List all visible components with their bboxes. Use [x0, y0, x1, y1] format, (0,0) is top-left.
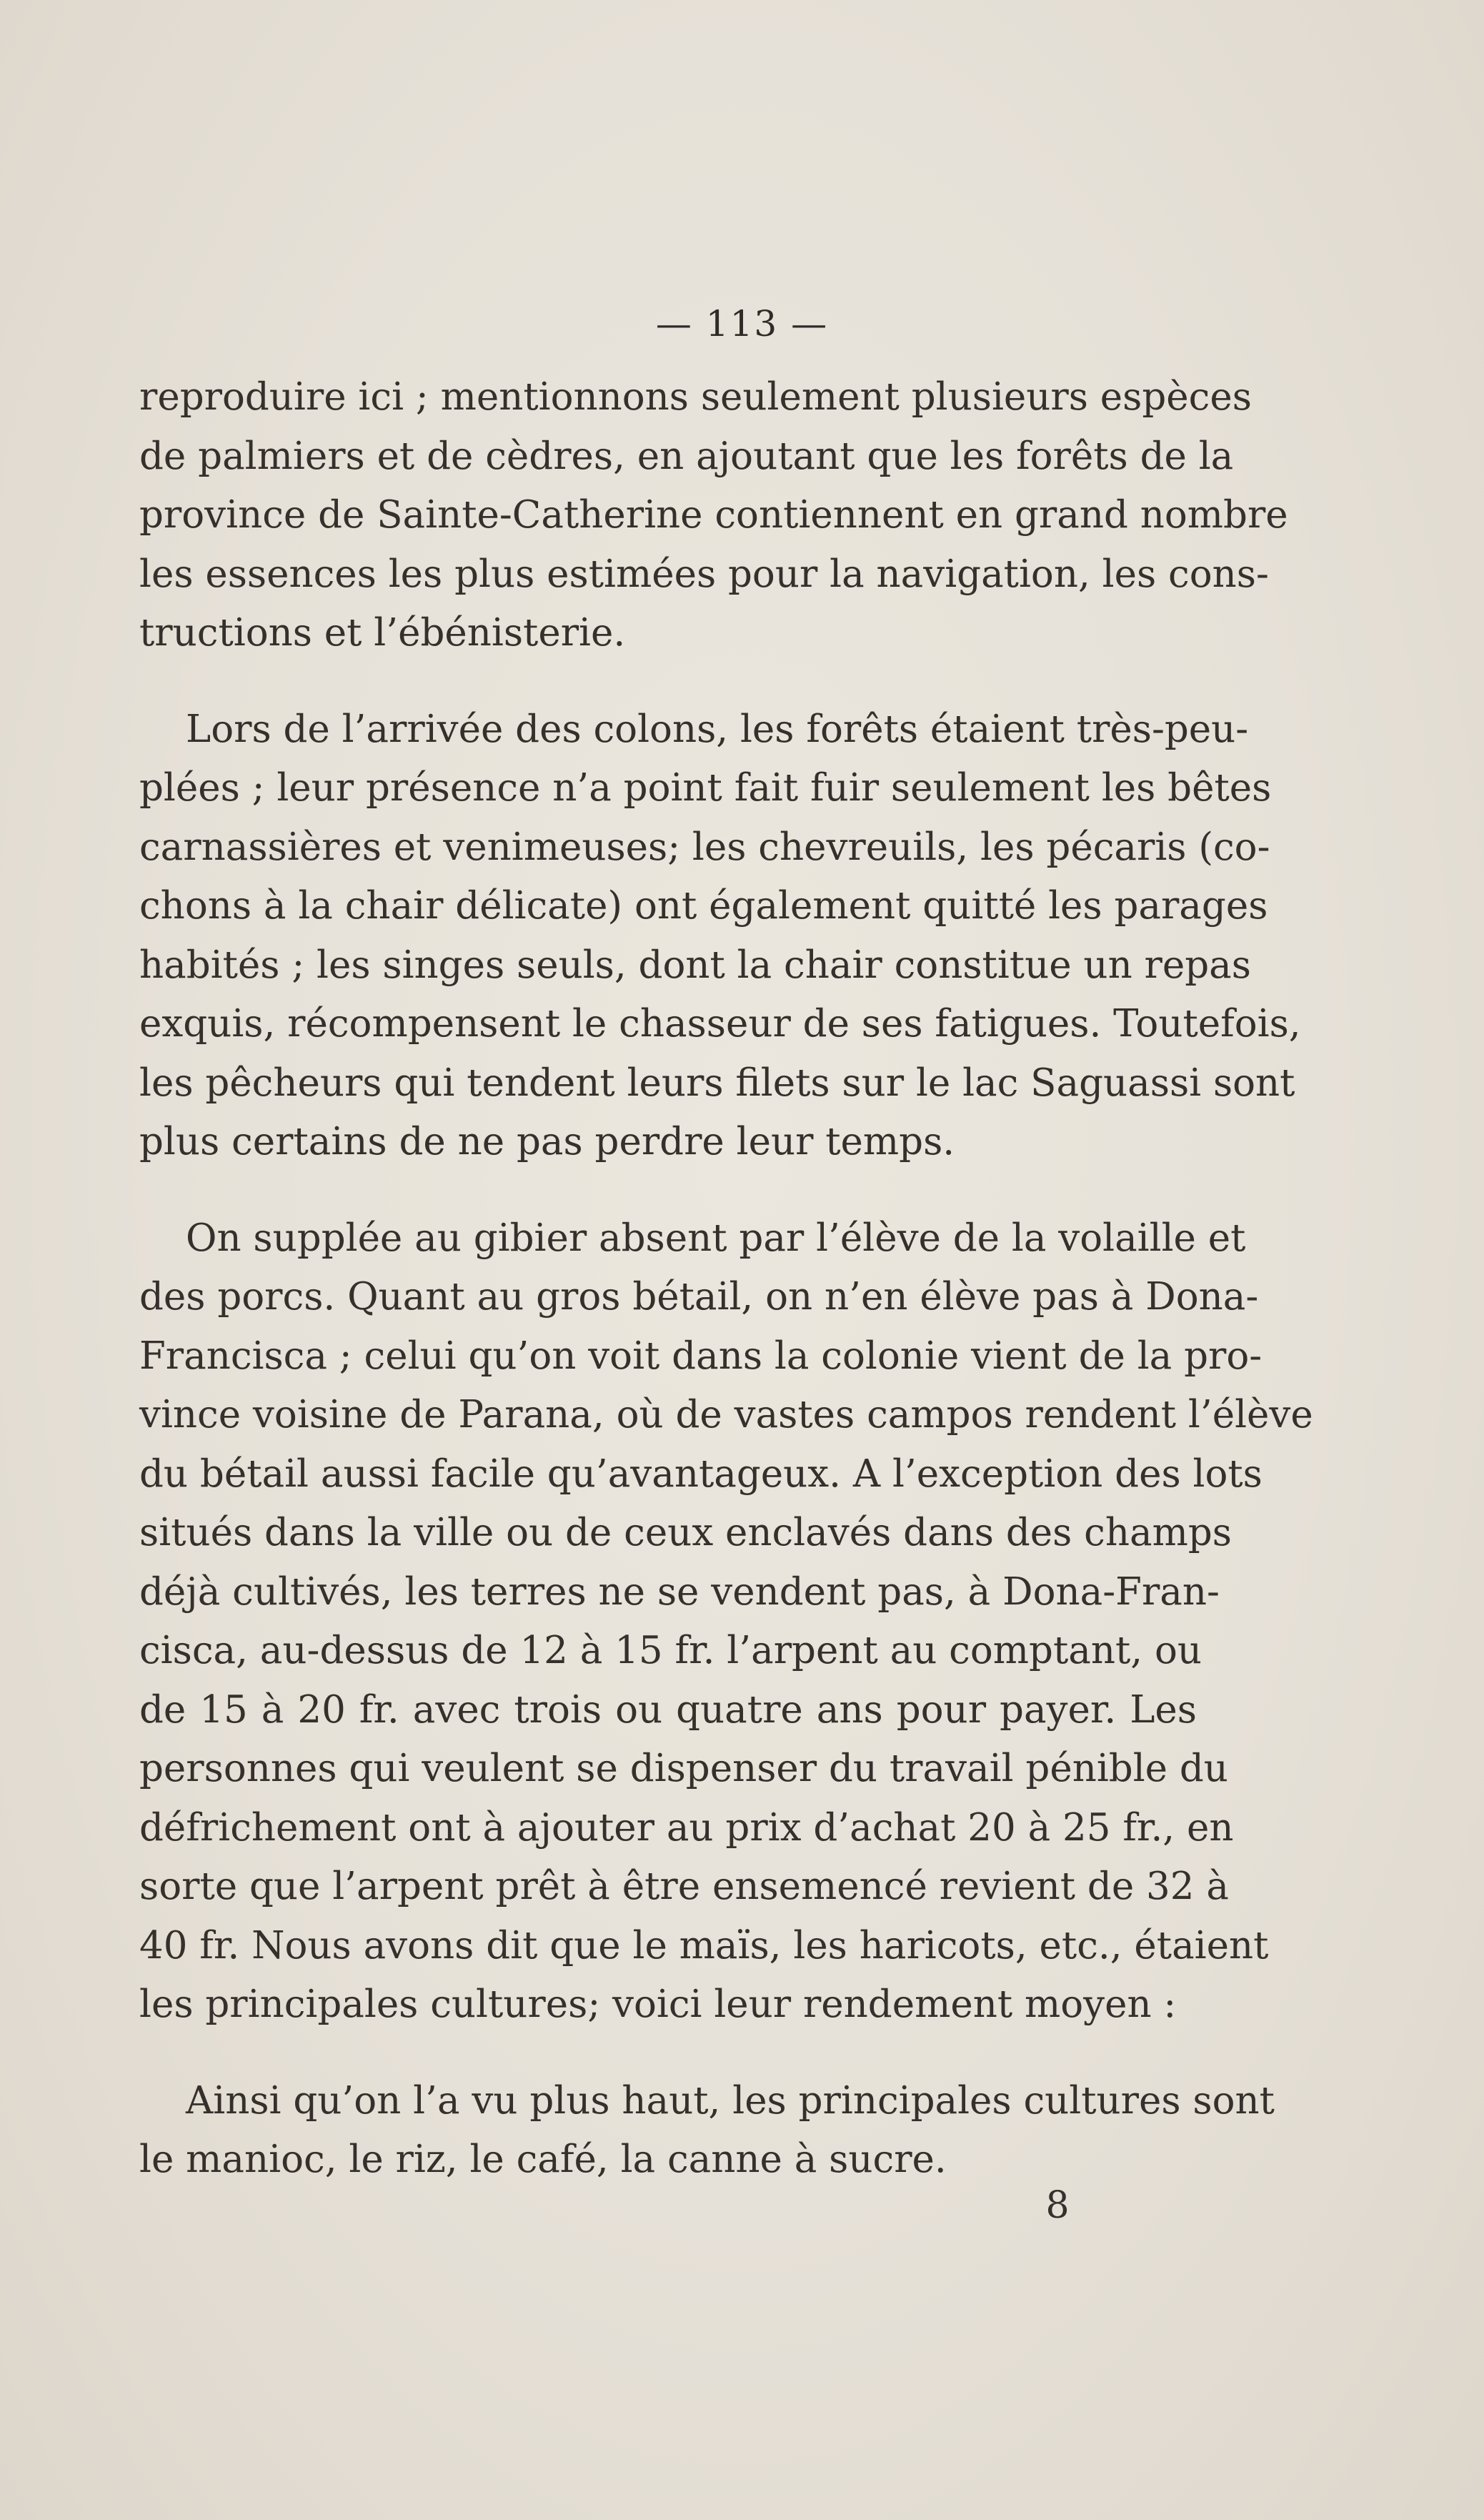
text-line: 40 fr. Nous avons dit que le maïs, les haricots, etc., étaient — [139, 1923, 1269, 1968]
body-text — [139, 368, 1313, 2190]
text-line: Francisca ; celui qu’on voit dans la colonie vient de la pro- — [139, 1334, 1263, 1378]
text-line: cisca, au-dessus de 12 à 15 fr. l’arpent au comptant, ou — [139, 1629, 1202, 1672]
text-line: tructions et l’ébénisterie. — [139, 611, 626, 655]
text-line: les essences les plus estimées pour la navigation, les cons- — [139, 552, 1269, 596]
text-line: habités ; les singes seuls, dont la chair constitue un repas — [139, 943, 1251, 987]
text-line: plus certains de ne pas perdre leur temps. — [139, 1120, 955, 1164]
page-number-header: — 113 — — [655, 303, 829, 344]
text-line: de 15 à 20 fr. avec trois ou quatre ans pour payer. Les — [139, 1687, 1197, 1732]
text-line: plées ; leur présence n’a point fait fuir seulement les bêtes — [139, 766, 1272, 810]
text-line: les principales cultures; voici leur rendement moyen : — [139, 1983, 1177, 2026]
text-line: déjà cultivés, les terres ne se vendent pas, à Dona-Fran- — [139, 1569, 1220, 1614]
text-line: On supplée au gibier absent par l’élève de la volaille et — [186, 1216, 1246, 1260]
text-line: le manioc, le riz, le café, la canne à sucre. — [139, 2138, 947, 2181]
text-line: défrichement ont à ajouter au prix d’achat 20 à 25 fr., en — [139, 1805, 1234, 1850]
text-line: province de Sainte-Catherine contiennent en grand nombre — [139, 493, 1288, 537]
paragraph-2 — [139, 700, 1301, 1172]
signature-mark: 8 — [1045, 2184, 1070, 2227]
text-line: personnes qui veulent se dispenser du travail pénible du — [139, 1747, 1228, 1790]
text-line: Ainsi qu’on l’a vu plus haut, les principales cultures sont — [186, 2078, 1275, 2123]
text-line: sorte que l’arpent prêt à être ensemencé revient de 32 à — [139, 1865, 1229, 1908]
text-line: les pêcheurs qui tendent leurs filets sur le lac Saguassi sont — [139, 1061, 1295, 1105]
text-line: Lors de l’arrivée des colons, les forêts étaient très-peu- — [186, 707, 1249, 751]
text-line: vince voisine de Parana, où de vastes campos rendent l’élève — [139, 1393, 1313, 1437]
text-line: carnassières et venimeuses; les chevreuils, les pécaris (co- — [139, 825, 1270, 869]
text-line: chons à la chair délicate) ont également quitté les parages — [139, 884, 1268, 928]
text-line: des porcs. Quant au gros bétail, on n’en élève pas à Dona- — [139, 1275, 1259, 1319]
paragraph-1 — [139, 368, 1288, 663]
paragraph-3 — [139, 1209, 1313, 2035]
text-line: exquis, récompensent le chasseur de ses fatigues. Toutefois, — [139, 1002, 1301, 1046]
text-line: reproduire ici ; mentionnons seulement plusieurs espèces — [139, 375, 1252, 419]
text-line: situés dans la ville ou de ceux enclavés dans des champs — [139, 1511, 1232, 1554]
text-line: de palmiers et de cèdres, en ajoutant que les forêts de la — [139, 434, 1234, 478]
paragraph-4 — [139, 2072, 1275, 2190]
text-line: du bétail aussi facile qu’avantageux. A l’exception des lots — [139, 1452, 1263, 1496]
